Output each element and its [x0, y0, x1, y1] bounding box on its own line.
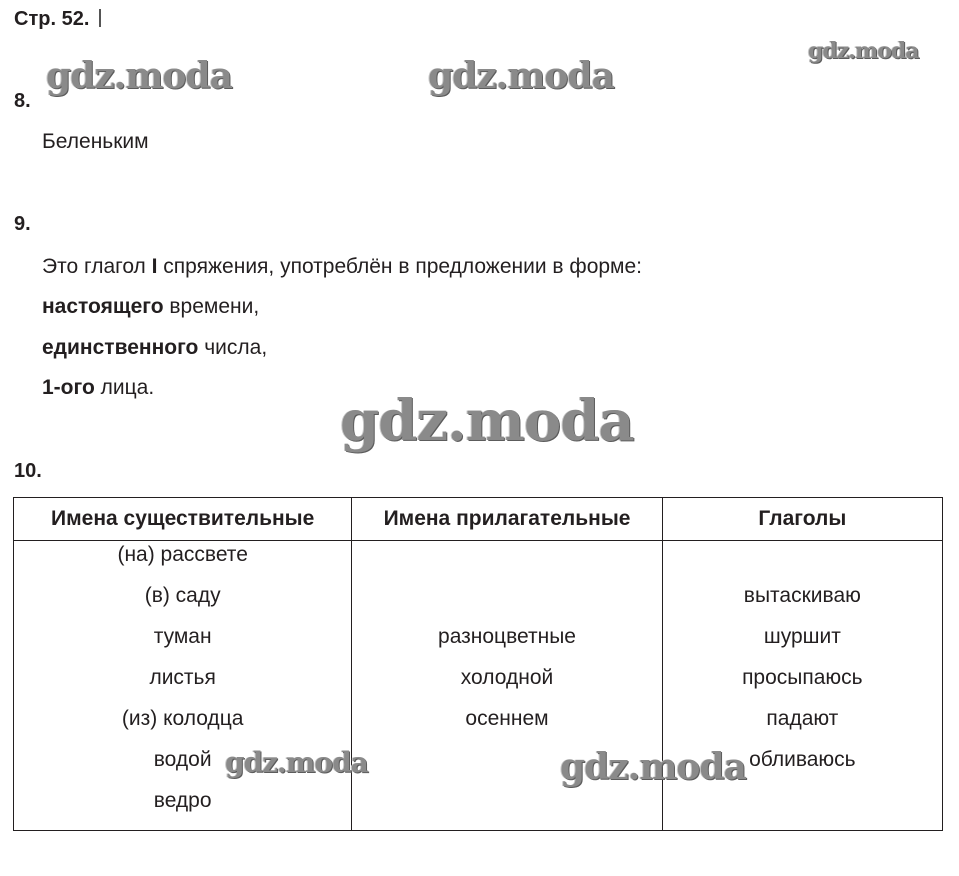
task10-number: 10. [14, 460, 42, 482]
verb-item: шуршит [763, 625, 841, 648]
noun-item: туман [153, 625, 212, 648]
task9-line1 [42, 255, 642, 279]
parts-of-speech-table [13, 497, 943, 831]
noun-item: (на) рассвете [117, 543, 248, 566]
verb-item [663, 787, 942, 828]
adjective-item [352, 582, 661, 623]
task8-answer: Беленьким [42, 130, 149, 153]
header-nouns: Имена существительные [14, 498, 352, 541]
task9-line4-rest: лица. [94, 376, 155, 399]
page-header-text: Стр. 52. [14, 8, 90, 30]
task9-line1-bold: I [151, 255, 158, 278]
verb-item: падают [766, 707, 839, 730]
task9-line1-pre: Это глагол [42, 255, 152, 278]
watermark-bottom-center: gdz.moda [560, 746, 746, 788]
task9-line1-post: спряжения, употреблён в предложении в форме: [157, 255, 643, 278]
nouns-cell [14, 541, 352, 831]
adjective-item: осеннем [465, 707, 549, 730]
watermark-bottom-left: gdz.moda [225, 746, 368, 779]
noun-item: (из) колодца [121, 707, 244, 730]
table-row [14, 541, 943, 831]
adjective-item [352, 541, 661, 582]
noun-item: (в) саду [144, 584, 221, 607]
task9-line4-bold: 1-ого [42, 376, 95, 399]
verb-item [663, 541, 942, 582]
adjective-item: разноцветные [438, 625, 576, 648]
noun-item: ведро [153, 789, 212, 812]
task8-number: 8. [14, 90, 31, 112]
watermark-center: gdz.moda [340, 388, 634, 454]
verb-item: обливаюсь [749, 748, 856, 771]
task9-line3-rest: числа, [198, 336, 268, 359]
watermark-top-right: gdz.moda [808, 38, 919, 64]
table-header-row [14, 498, 943, 541]
watermark-top-center: gdz.moda [428, 55, 614, 97]
adjective-item [352, 787, 661, 828]
text-cursor [99, 9, 101, 27]
noun-item: водой [153, 748, 212, 771]
header-verbs: Глаголы [662, 498, 942, 541]
task9-line4 [42, 376, 154, 400]
task9-line3 [42, 336, 267, 360]
verb-item: просыпаюсь [742, 666, 863, 689]
verb-item: вытаскиваю [743, 584, 861, 607]
noun-item: листья [149, 666, 216, 689]
task9-line2-rest: времени, [163, 295, 260, 318]
task9-line2 [42, 295, 259, 319]
watermark-top-left: gdz.moda [46, 55, 232, 97]
adjective-item: холодной [460, 666, 554, 689]
page-header [14, 8, 101, 31]
task9-line3-bold: единственного [42, 336, 199, 359]
header-adjectives: Имена прилагательные [352, 498, 662, 541]
task9-number: 9. [14, 213, 31, 235]
task9-line2-bold: настоящего [42, 295, 164, 318]
